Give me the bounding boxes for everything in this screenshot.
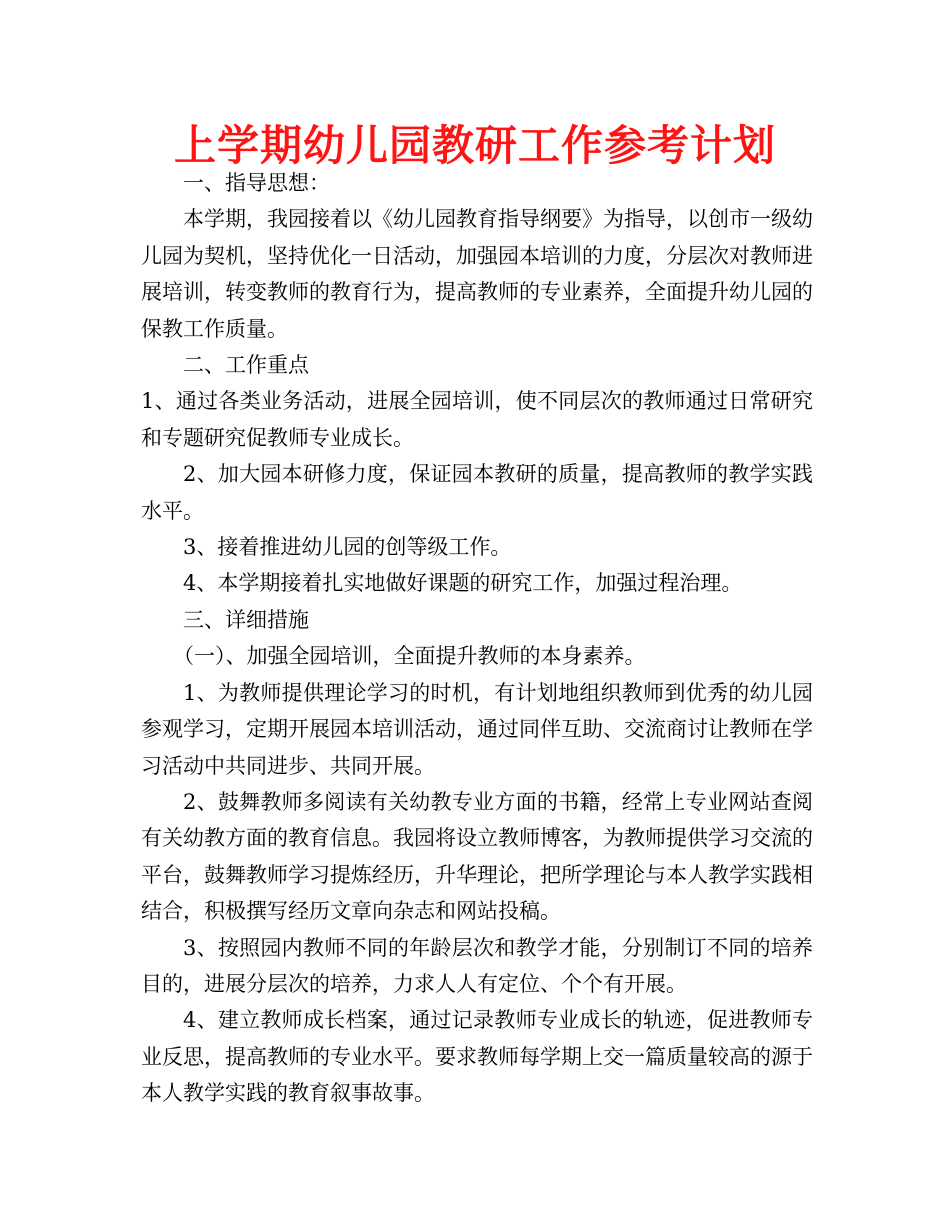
paragraph: 4、本学期接着扎实地做好课题的研究工作，加强过程治理。 bbox=[183, 571, 743, 596]
paragraph: 2、加大园本研修力度，保证园本教研的质量，提高教师的教学实践水平。 bbox=[141, 462, 813, 523]
paragraph: 3、按照园内教师不同的年龄层次和教学才能，分别制订不同的培养目的，进展分层次的培养，力求人人有定位、个个有开展。 bbox=[141, 935, 813, 996]
paragraph: 1、为教师提供理论学习的时机，有计划地组织教师到优秀的幼儿园参观学习，定期开展园本培训活动，通过同伴互助、交流商讨让教师在学习活动中共同进步、共同开展。 bbox=[141, 680, 813, 778]
paragraph: 3、接着推进幼儿园的创等级工作。 bbox=[183, 535, 512, 560]
document-title: 上学期幼儿园教研工作参考计划 bbox=[173, 121, 776, 170]
document-body bbox=[141, 165, 813, 1112]
paragraph: 本学期，我园接着以《幼儿园教育指导纲要》为指导，以创市一级幼儿园为契机，坚持优化一日活动，加强园本培训的力度，分层次对教师进展培训，转变教师的教育行为，提高教师的专业素养，全面提升幼儿园的保教工作质量。 bbox=[141, 207, 813, 341]
paragraph: 4、建立教师成长档案，通过记录教师专业成长的轨迹，促进教师专业反思，提高教师的专业水平。要求教师每学期上交一篇质量较高的源于本人教学实践的教育叙事故事。 bbox=[141, 1008, 813, 1106]
paragraph: 1、通过各类业务活动，进展全园培训，使不同层次的教师通过日常研究和专题研究促教师专业成长。 bbox=[141, 389, 813, 450]
paragraph: 2、鼓舞教师多阅读有关幼教专业方面的书籍，经常上专业网站查阅有关幼教方面的教育信息。我园将设立教师博客，为教师提供学习交流的平台，鼓舞教师学习提炼经历，升华理论，把所学理论与本人教学实践相结合，积极撰写经历文章向杂志和网站投稿。 bbox=[141, 789, 813, 924]
paragraph: （一）、加强全园培训，全面提升教师的本身素养。 bbox=[173, 644, 646, 669]
paragraph: 二、工作重点 bbox=[183, 353, 309, 378]
paragraph: 三、详细措施 bbox=[183, 607, 309, 632]
paragraph: 一、指导思想： bbox=[183, 171, 330, 195]
